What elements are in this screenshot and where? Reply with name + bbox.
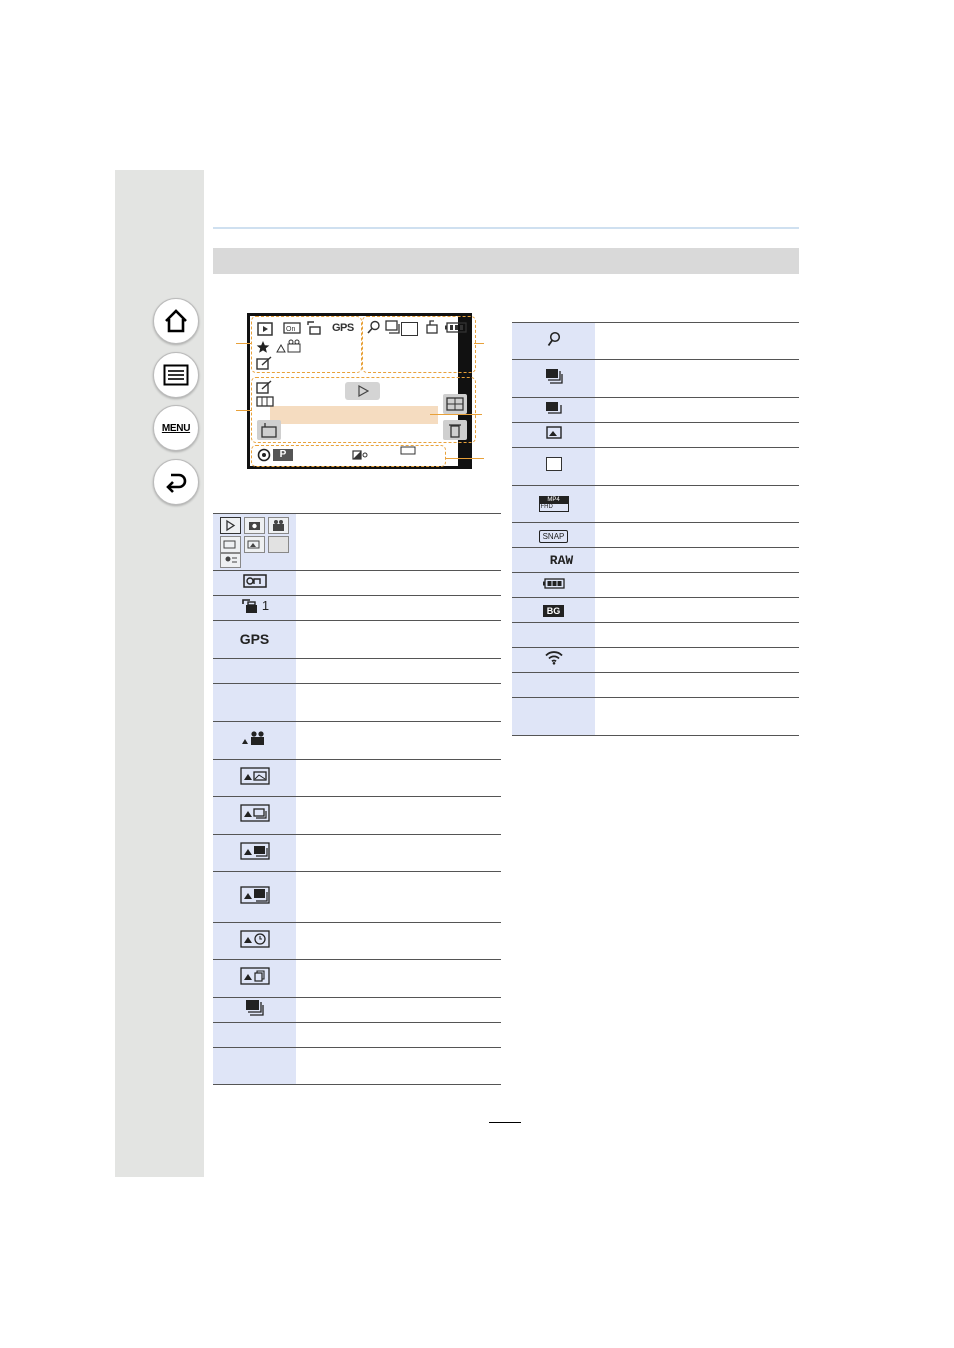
menu-button[interactable] — [153, 405, 199, 451]
gps-text: GPS — [239, 630, 270, 647]
screen-search-icon — [367, 320, 381, 334]
table-row — [512, 648, 799, 673]
print-count-label: 1 — [261, 598, 270, 613]
photo-mode-icon — [244, 517, 265, 534]
triangle-movie-icon — [275, 338, 305, 354]
row-desc — [296, 621, 501, 659]
triangle-movie-icon — [241, 730, 269, 746]
list-icon — [163, 364, 189, 386]
table-row — [512, 448, 799, 486]
row-desc — [296, 1023, 501, 1048]
print-icon — [305, 320, 323, 336]
table-row — [213, 684, 501, 722]
wifi-icon — [544, 650, 564, 665]
video-mode-icon — [268, 517, 289, 534]
mp4-fhd-icon — [539, 496, 569, 512]
row-desc — [296, 872, 501, 923]
table-row — [512, 698, 799, 736]
row-desc — [595, 448, 799, 486]
left-icon-table — [213, 513, 501, 1085]
stack-frames-icon — [245, 999, 265, 1017]
screen-movie-button[interactable] — [257, 420, 281, 440]
playback-icon — [257, 322, 273, 336]
table-row — [213, 872, 501, 923]
svg-text:On: On — [286, 326, 296, 333]
bg-badge-icon: BG — [543, 605, 565, 617]
screen-blank-icon — [401, 322, 418, 336]
focus-mode-icon — [244, 536, 265, 553]
row-icon-empty — [213, 1023, 296, 1048]
row-desc — [296, 1048, 501, 1085]
row-desc — [595, 360, 799, 398]
right-icon-table — [512, 322, 799, 736]
table-row — [512, 623, 799, 648]
screen-battery-icon — [445, 322, 467, 333]
table-row — [213, 571, 501, 596]
row-desc — [296, 960, 501, 998]
table-row — [213, 797, 501, 835]
picture-frame-icon — [546, 426, 562, 439]
protect-key-icon — [243, 574, 267, 588]
screen-thumbnail-button[interactable] — [443, 394, 467, 414]
row-desc — [296, 797, 501, 835]
page-number-rule — [489, 1122, 521, 1123]
table-row — [213, 835, 501, 872]
table-row — [213, 760, 501, 797]
table-row — [512, 573, 799, 598]
row-desc — [595, 548, 799, 573]
row-desc — [595, 673, 799, 698]
nav-sidebar — [115, 170, 204, 1177]
post-focus-icon — [545, 401, 563, 415]
triangle-picture-icon — [240, 767, 270, 785]
row-desc — [296, 760, 501, 797]
row-icon-empty — [512, 623, 595, 648]
table-row — [213, 960, 501, 998]
callout-line-3 — [474, 343, 484, 344]
snap-icon: SNAP — [539, 530, 569, 543]
row-icon-empty — [213, 684, 296, 722]
row-desc — [595, 398, 799, 423]
intelligent-auto-icon — [257, 448, 271, 462]
triangle-stack-icon — [240, 967, 270, 985]
play-icon — [357, 385, 369, 397]
table-row — [213, 998, 501, 1023]
screen-play-button[interactable] — [345, 382, 380, 400]
table-row — [213, 923, 501, 960]
screen-stack-icon — [426, 320, 440, 334]
menu-label: MENU — [161, 422, 191, 434]
callout-line-2 — [236, 410, 252, 411]
row-desc — [296, 998, 501, 1023]
trash-icon — [443, 420, 467, 440]
row-desc — [595, 648, 799, 673]
grid-icon — [443, 394, 467, 414]
table-row — [512, 548, 799, 573]
table-row — [213, 722, 501, 760]
row-desc — [595, 323, 799, 360]
row-icon-empty — [213, 1048, 296, 1085]
table-row — [512, 423, 799, 448]
row-desc — [296, 596, 501, 621]
search-icon — [547, 331, 561, 347]
star-icon — [256, 340, 270, 354]
mp4-label: MP4 — [540, 497, 568, 504]
exposure-icon — [352, 450, 368, 460]
row-desc — [296, 571, 501, 596]
table-row — [512, 486, 799, 523]
row-desc — [296, 923, 501, 960]
section-header-bar — [213, 248, 799, 274]
protect-icon — [283, 322, 301, 334]
edit-screen-icon — [256, 380, 272, 394]
row-desc — [296, 722, 501, 760]
home-icon — [163, 308, 189, 334]
screen-gps-label: GPS — [332, 322, 354, 334]
table-row — [213, 514, 501, 571]
edit-icon — [256, 356, 272, 370]
screen-delete-button[interactable] — [443, 420, 467, 440]
play-mode-icon — [220, 517, 241, 534]
row-icon-empty — [512, 673, 595, 698]
row-desc — [595, 423, 799, 448]
raw-text: RAW — [549, 553, 574, 568]
home-button[interactable] — [153, 298, 199, 344]
row-desc — [595, 623, 799, 648]
screen-4k-icon — [385, 320, 401, 334]
row-desc — [595, 523, 799, 548]
table-row — [213, 596, 501, 621]
contents-list-button[interactable] — [153, 352, 199, 398]
triangle-burst-icon — [240, 804, 270, 822]
print-count-icon — [240, 598, 269, 614]
back-arrow-icon — [163, 470, 189, 494]
callout-line-5 — [446, 458, 484, 459]
row-desc — [296, 659, 501, 684]
table-row — [512, 360, 799, 398]
row-desc — [595, 573, 799, 598]
row-desc — [595, 698, 799, 736]
4k-burst-icon — [545, 368, 563, 384]
callout-line-1 — [236, 343, 252, 344]
playback-mode-icons — [220, 517, 290, 567]
row-desc — [296, 684, 501, 722]
blank-square-icon — [546, 457, 562, 471]
table-row — [512, 598, 799, 623]
triangle-timer-icon — [240, 930, 270, 948]
battery-icon — [543, 578, 565, 589]
blank-mode-icon — [268, 536, 289, 553]
table-row — [213, 621, 501, 659]
row-icon-empty — [213, 659, 296, 684]
triangle-post-focus-icon — [240, 886, 270, 904]
row-icon-empty — [512, 698, 595, 736]
triangle-4k-icon — [240, 842, 270, 860]
row-desc — [595, 598, 799, 623]
header-rule — [213, 227, 799, 229]
table-row — [213, 1023, 501, 1048]
table-row — [213, 659, 501, 684]
row-desc — [296, 514, 501, 571]
row-desc — [296, 835, 501, 872]
table-row — [512, 673, 799, 698]
screen-mode-badge: P — [273, 449, 293, 461]
camera-icon — [257, 420, 281, 440]
frames-icon — [256, 395, 274, 407]
table-row — [512, 523, 799, 548]
table-row — [213, 1048, 501, 1085]
aspect-ratio-icon — [400, 446, 416, 455]
person-mode-icon — [220, 553, 241, 568]
row-desc — [595, 486, 799, 523]
fhd-label: FHD — [540, 504, 553, 510]
table-row — [512, 398, 799, 423]
back-button[interactable] — [153, 459, 199, 505]
4k-mode-icon — [220, 536, 241, 553]
table-row — [512, 323, 799, 360]
callout-line-4 — [430, 414, 482, 415]
